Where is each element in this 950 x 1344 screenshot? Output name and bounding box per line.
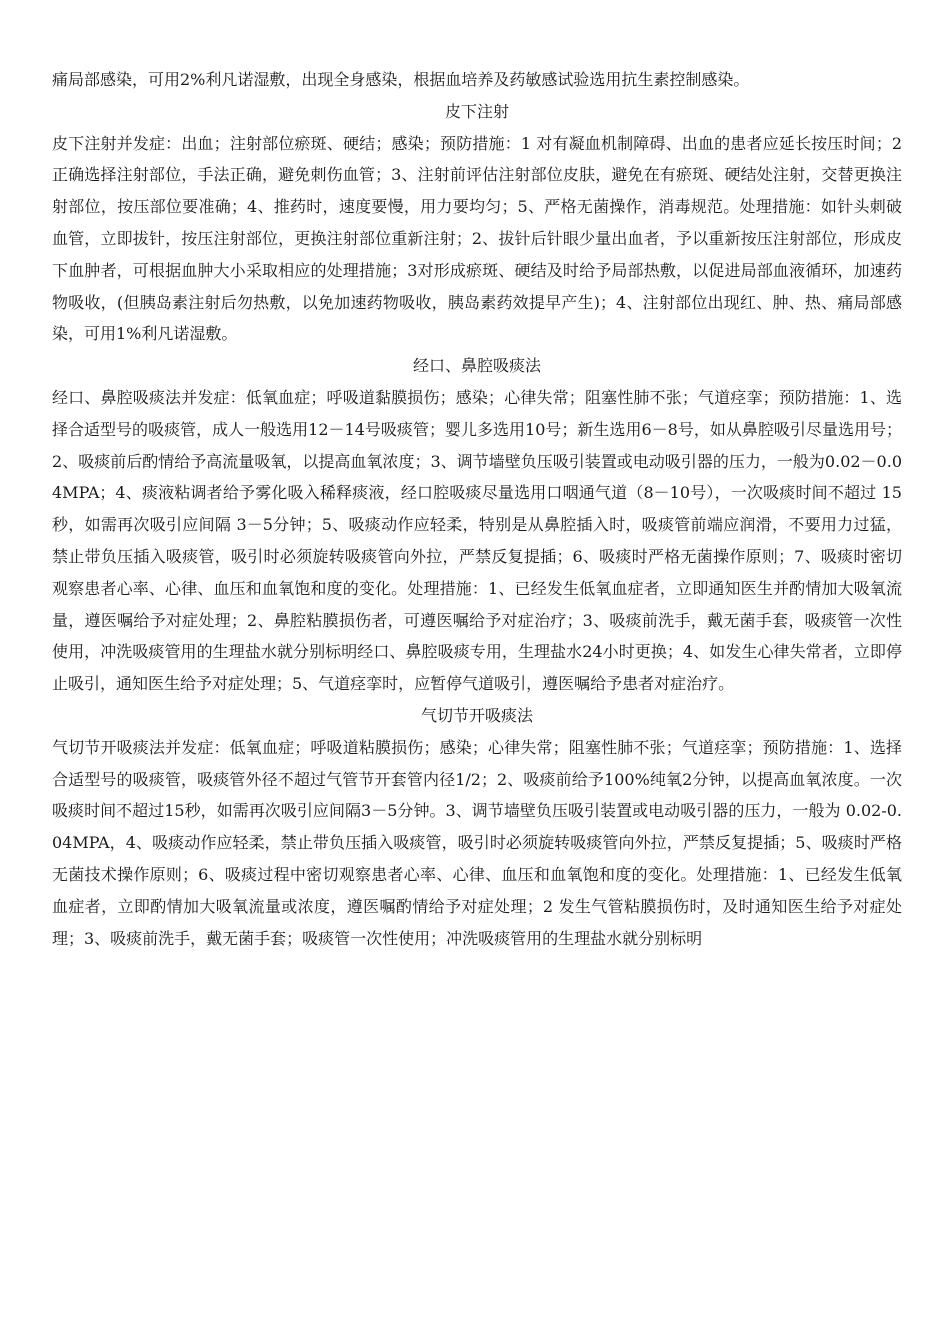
section-heading-subcutaneous-injection: 皮下注射 (444, 101, 509, 121)
section-body-oral-nasal-suction: 经口、鼻腔吸痰法并发症：低氧血症；呼吸道黏膜损伤；感染；心律失常；阻塞性肺不张；气道痉挛；预防措施：1、选择合适型号的吸痰管，成人一般选用12－14号吸痰管；婴儿多选用10号；新生选用6－8号，如从鼻腔吸引尽量选用号；2、吸痰前后酌情给予高流量吸氧，以提高血氧浓度；3、调节墙壁负压吸引装置或电动吸引器的压力，一般为0.02－0.04MPA；4、痰液粘调者给予雾化吸入稀释痰液，经口腔吸痰尽量选用口咽通气道（8－10号），一次吸痰时间不超过 15秒，如需再次吸引应间隔 3－5分钟；5、吸痰动作应轻柔，特别是从鼻腔插入时，吸痰管前端应润滑，不要用力过猛，禁止带负压插入吸痰管，吸引时必须旋转吸痰管向外拉，严禁反复提插；6、吸痰时严格无菌操作原则；7、吸痰时密切观察患者心率、心律、血压和血氧饱和度的变化。处理措施：1、已经发生低氧血症者，立即通知医生并酌情加大吸氧流量，遵医嘱给予对症处理；2、鼻腔粘膜损伤者，可遵医嘱给予对症治疗；3、吸痰前洗手，戴无菌手套，吸痰管一次性使用，冲洗吸痰管用的生理盐水就分别标明经口、鼻腔吸痰专用，生理盐水24小时更换；4、如发生心律失常者，立即停止吸引，通知医生给予对症处理；5、气道痉挛时，应暂停气道吸引，遵医嘱给予患者对症治疗。 (52, 387, 902, 694)
document-page (52, 64, 902, 954)
section-heading-oral-nasal-suction: 经口、鼻腔吸痰法 (412, 356, 541, 376)
section-body-tracheotomy-suction: 气切节开吸痰法并发症：低氧血症；呼吸道粘膜损伤；感染；心律失常；阻塞性肺不张；气道痉挛；预防措施：1、选择合适型号的吸痰管，吸痰管外径不超过气管节开套管内径1/2；2、吸痰前给予100%纯氧2分钟，以提高血氧浓度。一次吸痰时间不超过15秒，如需再次吸引应间隔3－5分钟。3、调节墙壁负压吸引装置或电动吸引器的压力，一般为 0.02-0.04MPA，4、吸痰动作应轻柔，禁止带负压插入吸痰管，吸引时必须旋转吸痰管向外拉，严禁反复提插；5、吸痰时严格无菌技术操作原则；6、吸痰过程中密切观察患者心率、心律、血压和血氧饱和度的变化。处理措施：1、已经发生低氧血症者，立即酌情加大吸氧流量或浓度，遵医嘱酌情给予对症处理；2 发生气管粘膜损伤时，及时通知医生给予对症处理；3、吸痰前洗手，戴无菌手套；吸痰管一次性使用；冲洗吸痰管用的生理盐水就分别标明 (52, 737, 902, 948)
section-heading-tracheotomy-suction: 气切节开吸痰法 (420, 705, 533, 725)
section-body-subcutaneous-injection: 皮下注射并发症：出血；注射部位瘀斑、硬结；感染；预防措施：1 对有凝血机制障碍、出血的患者应延长按压时间；2正确选择注射部位，手法正确，避免刺伤血管；3、注射前评估注射部位皮肤，避免在有瘀斑、硬结处注射，交替更换注射部位，按压部位要准确；4、推药时，速度要慢，用力要均匀；5、严格无菌操作，消毒规范。处理措施：如针头刺破血管，立即拔针，按压注射部位，更换注射部位重新注射；2、拔针后针眼少量出血者，予以重新按压注射部位，形成皮下血肿者，可根据血肿大小采取相应的处理措施；3对形成瘀斑、硬结及时给予局部热敷，以促进局部血液循环，加速药物吸收，(但胰岛素注射后勿热敷，以免加速药物吸收，胰岛素药效提早产生)；4、注射部位出现红、肿、热、痛局部感染，可用1%利凡诺湿敷。 (52, 133, 902, 344)
intro-paragraph-tail: 痛局部感染，可用2%利凡诺湿敷，出现全身感染，根据血培养及药敏感试验选用抗生素控制感染。 (52, 70, 750, 89)
